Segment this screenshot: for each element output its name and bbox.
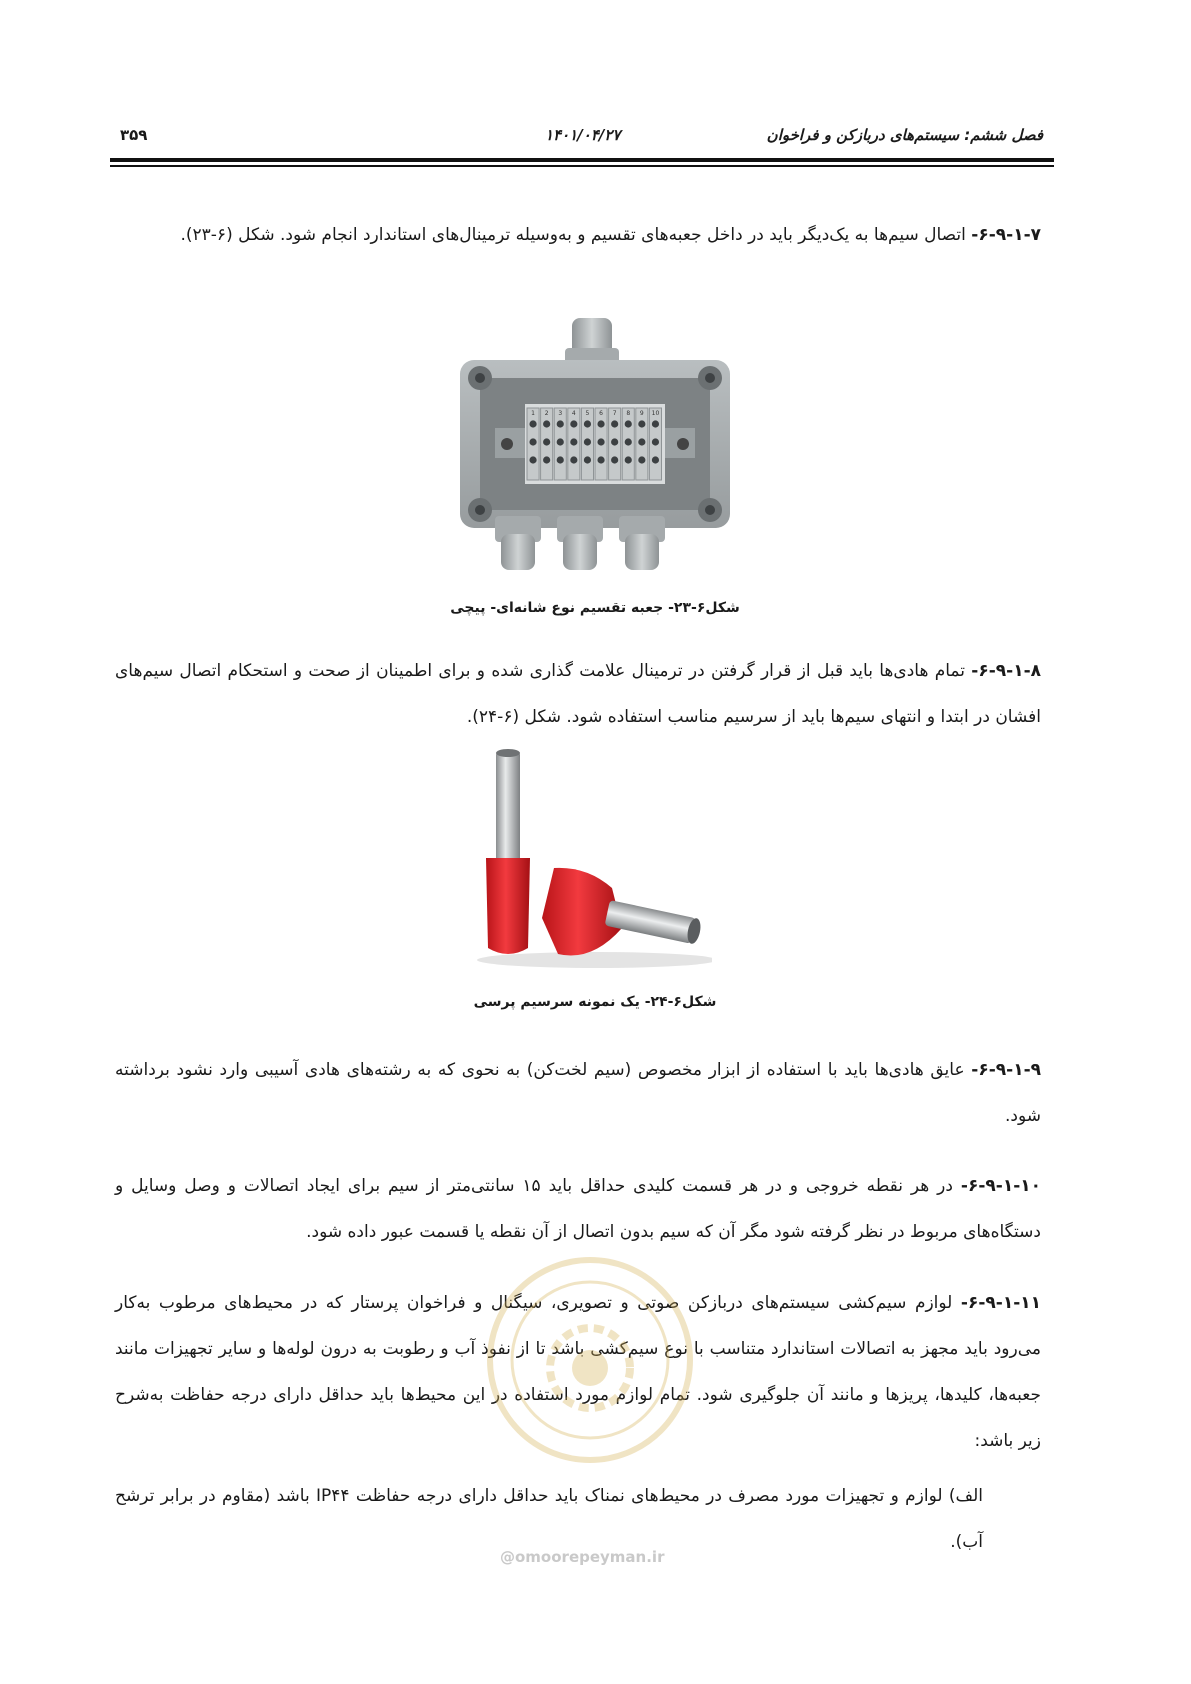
paragraph-6-9-1-10 [115,1163,1041,1255]
terminal-screw [529,438,536,445]
paragraph-text: عایق هادی‌ها باید با استفاده از ابزار مخصوص (سیم لخت‌کن) به نحوی که به رشته‌های هادی آسیبی وارد نشود برداشته شود. [115,1060,1041,1126]
watermark-seal-icon [480,1250,700,1480]
paragraph-number: ۶-۹-۱-۷- [971,225,1041,245]
terminal-label: 10 [651,410,660,417]
terminal-screw [584,438,591,445]
paragraph-6-9-1-7 [115,212,1041,258]
terminal-screw [611,438,618,445]
terminal-screw [625,456,632,463]
terminal-screw [557,420,564,427]
paragraph-number: ۶-۹-۱-۱۰- [960,1176,1041,1196]
paragraph-6-9-1-9 [115,1047,1041,1139]
paragraph-number: ۶-۹-۱-۹- [971,1060,1041,1080]
header-date: ۱۴۰۱/۰۴/۲۷ [545,126,621,144]
terminal-screw [584,420,591,427]
terminal-screw [557,456,564,463]
terminal-screw [543,438,550,445]
junction-box-figure [455,318,735,570]
paragraph-6-9-1-8 [115,648,1041,740]
terminal-screw [557,438,564,445]
ferrule-figure [462,748,712,970]
terminal-screw [584,456,591,463]
terminal-screw [597,438,604,445]
terminal-screw [570,438,577,445]
terminal-label: 6 [599,410,603,417]
terminal-screw [638,438,645,445]
paragraph-number: ۶-۹-۱-۱۱- [960,1293,1041,1313]
terminal-screw [543,456,550,463]
terminal-screw [611,420,618,427]
terminal-screw [529,456,536,463]
terminal-screw [570,456,577,463]
terminal-screw [638,420,645,427]
terminal-screw [543,420,550,427]
terminal-label: 3 [558,410,563,417]
paragraph-text: لوازم سیم‌کشی سیستم‌های دربازکن صوتی و تصویری، سیگنال و فراخوان پرستار که در محیط‌های مرطوب به‌کار می‌رود باید مجهز به اتصالات استاندارد متناسب با نوع سیم‌کشی باشد تا از نفوذ آب و رطوبت به درون لوله‌ها و سایر تجهیزات مانند جعبه‌ها، کلیدها، پریزها و مانند آن جلوگیری شود. تمام لوازم مورد استفاده در این محیط‌ها باید حداقل دارای درجه حفاظت به‌شرح زیر باشد: [115,1293,1041,1451]
terminal-screw [597,420,604,427]
paragraph-text: اتصال سیم‌ها به یک‌دیگر باید در داخل جعبه‌های تقسیم و به‌وسیله ترمینال‌های استاندارد انجام شود. شکل (۶-۲۳). [180,225,972,245]
terminal-label: 7 [612,410,617,417]
terminal-screw [597,456,604,463]
terminal-screw [625,438,632,445]
terminal-label: 1 [531,410,535,417]
terminal-label: 5 [585,410,590,417]
paragraph-number: ۶-۹-۱-۸- [971,661,1041,681]
terminal-screw [611,456,618,463]
chapter-title: فصل ششم: سیستم‌های دربازکن و فراخوان [766,126,1043,144]
terminal-screw [652,438,659,445]
figure-caption-6-24: شکل۶-۲۴- یک نمونه سرسیم پرسی [473,994,717,1010]
terminal-label: 9 [639,410,644,417]
page-number: ۳۵۹ [120,126,148,144]
terminal-screw [652,456,659,463]
paragraph-text: در هر نقطه خروجی و در هر قسمت کلیدی حداقل باید ۱۵ سانتی‌متر از سیم برای ایجاد اتصالات و وصل وسایل و دستگاه‌های مربوط در نظر گرفته شود مگر آن که سیم بدون اتصال از آن نقطه یا قسمت عبور داده شود. [115,1176,1041,1242]
terminal-label: 4 [571,410,576,417]
figure-caption-6-23: شکل۶-۲۳- جعبه تقسیم نوع شانه‌ای- پیچی [450,600,740,616]
terminal-screw [625,420,632,427]
paragraph-text: تمام هادی‌ها باید قبل از قرار گرفتن در ترمینال علامت گذاری شده و برای اطمینان از صحت و استحکام اتصال سیم‌های افشان در ابتدا و انتهای سیم‌ها باید از سرسیم مناسب استفاده شود. شکل (۶-۲۴). [115,661,1041,727]
terminal-screw [529,420,536,427]
terminal-screw [652,420,659,427]
terminal-screw [570,420,577,427]
terminal-label: 2 [544,410,549,417]
terminal-label: 8 [626,410,631,417]
header-rule-thick [110,158,1054,162]
terminal-screw [638,456,645,463]
header-rule-thin [110,165,1054,167]
list-item-alef: الف) لوازم و تجهیزات مورد مصرف در محیط‌های نمناک باید حداقل دارای درجه حفاظت IP۴۴ باشد (مقاوم در برابر ترشح آب). [115,1486,983,1552]
watermark-url: @omoorepeyman.ir [500,1548,665,1566]
